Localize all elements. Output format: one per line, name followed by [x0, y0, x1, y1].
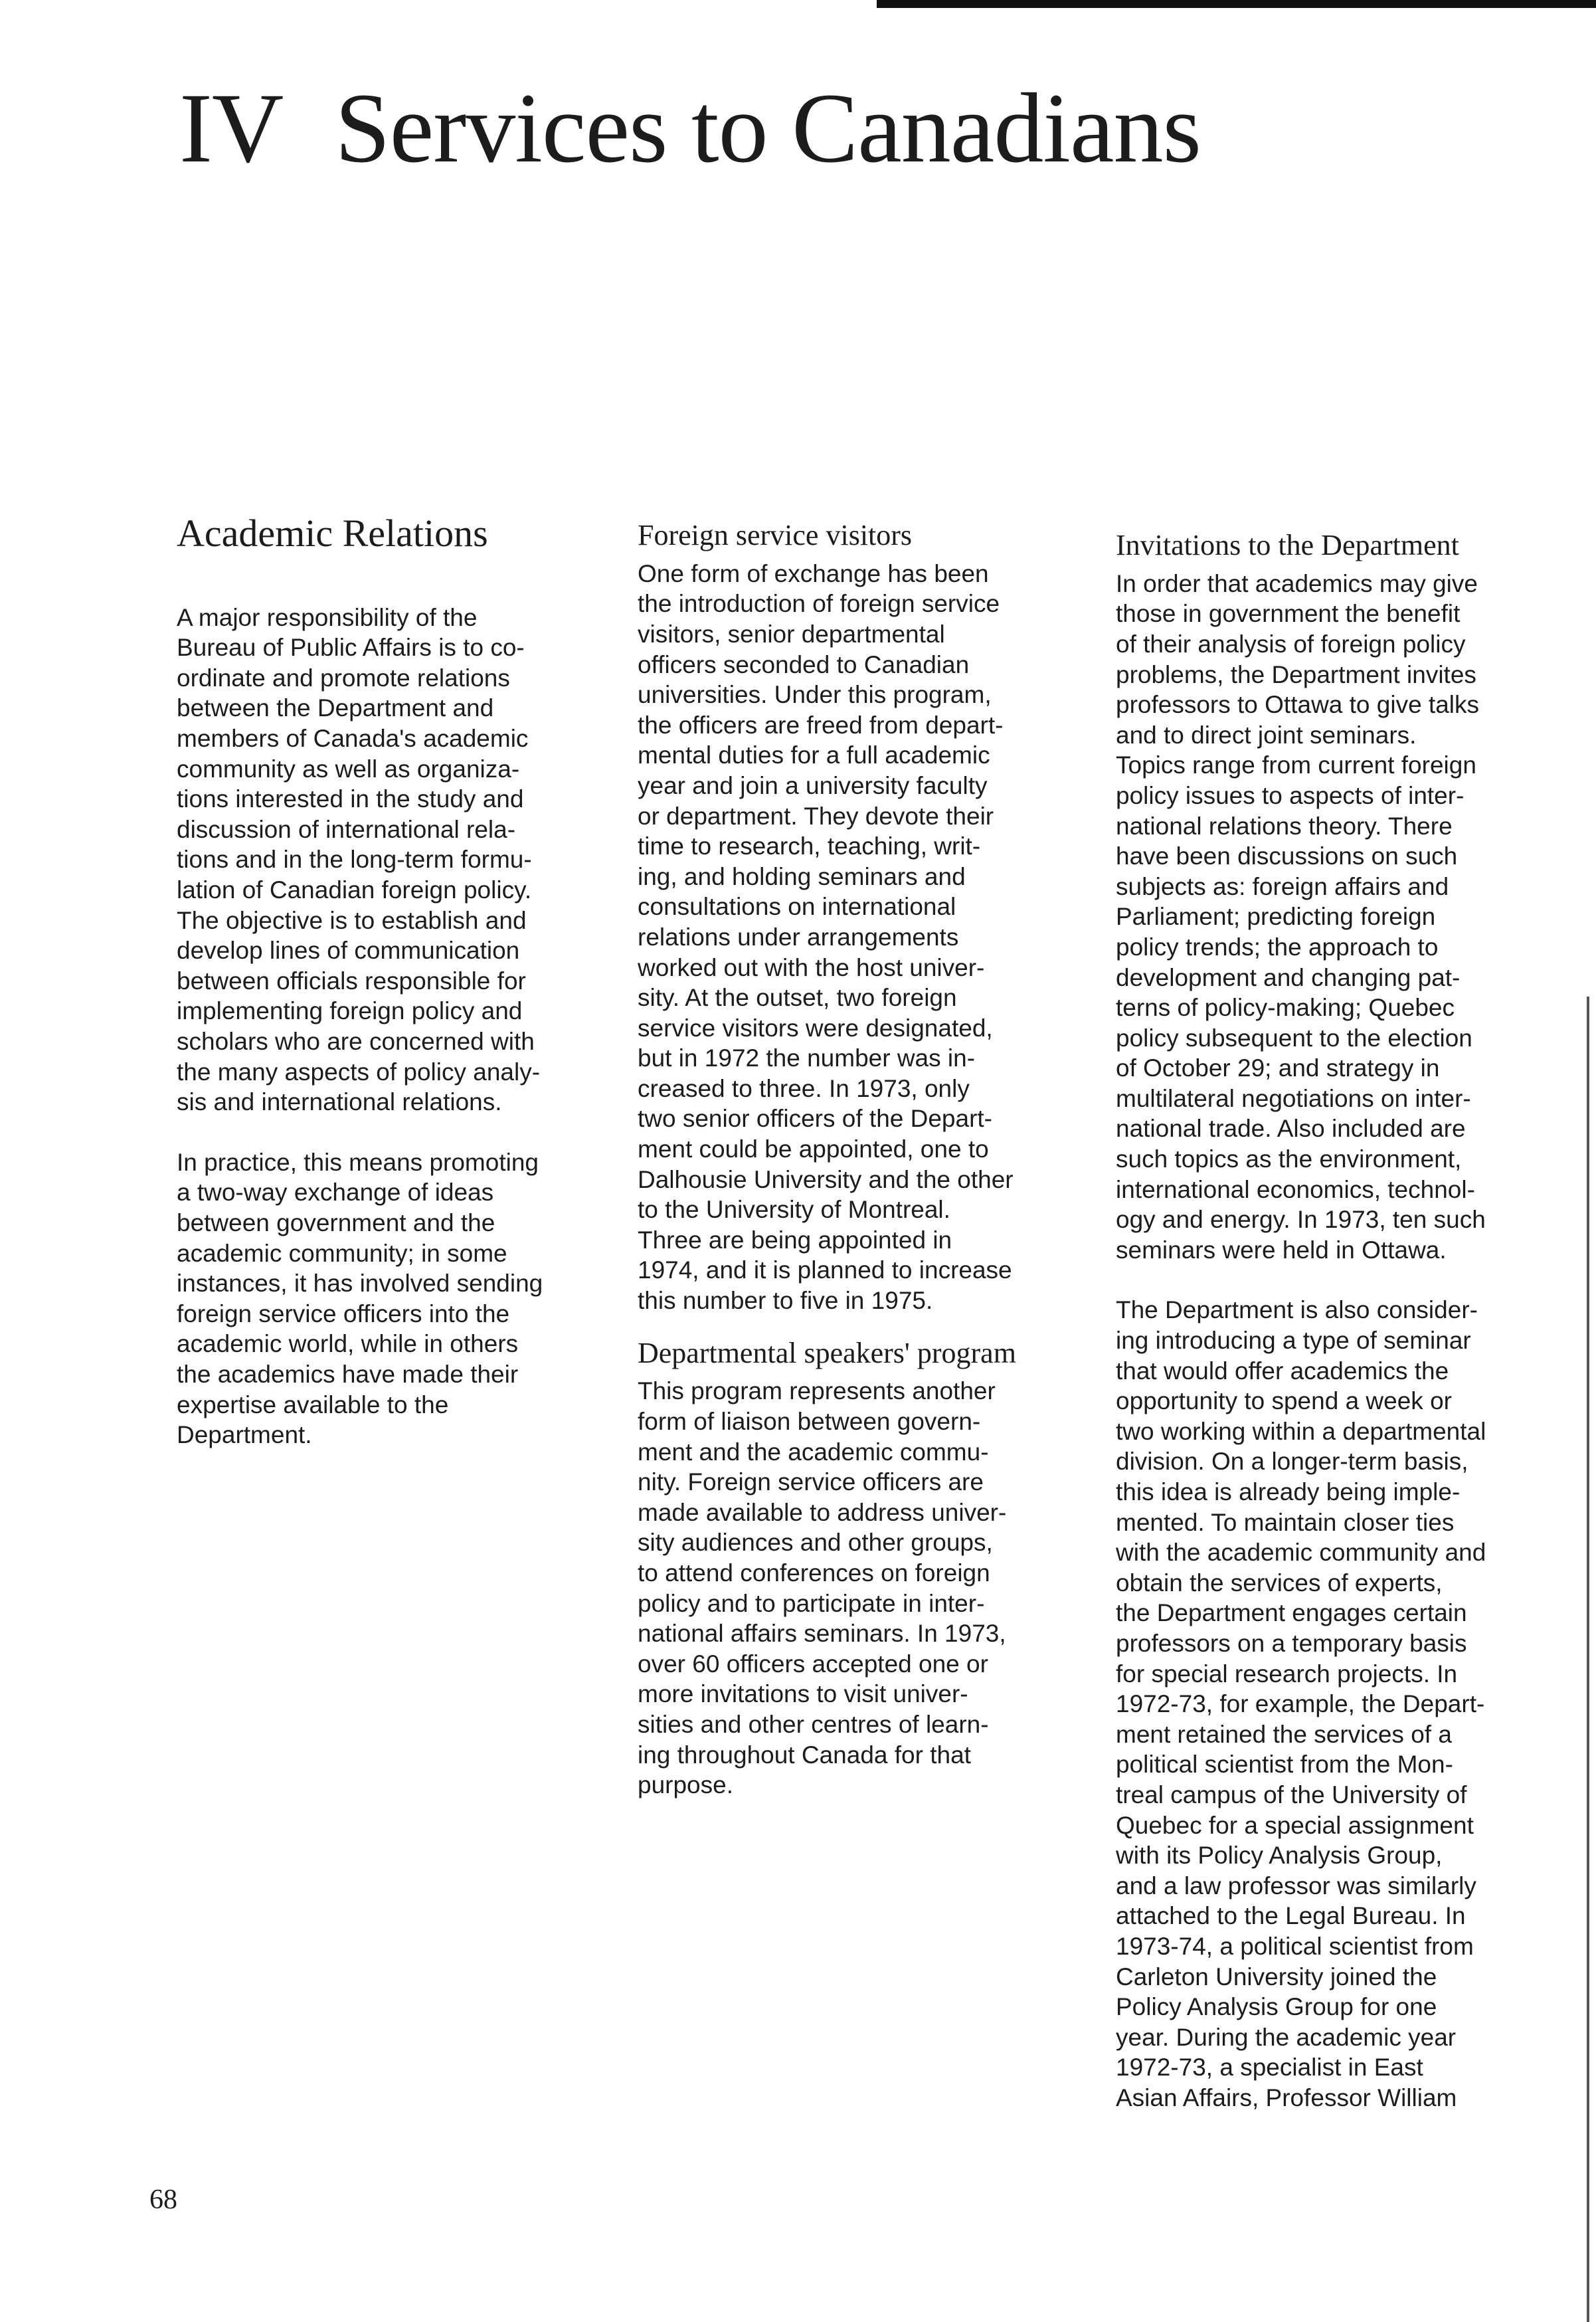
page-number: 68 — [149, 2184, 177, 2215]
subheading-speakers-program: Departmental speakers' program — [638, 1336, 1016, 1369]
paragraph: The Department is also consider- ing introducing a type of seminar that would offer academics the opportunity to spend a week or two working within a departmental division. On a longer-term basis, this idea is already being imple- mented. To maintain closer ties with the academic community and obtain the services of experts, the Department engages certain professors on a temporary basis for special research projects. In 1972-73, for example, the Depart- ment retained the services of a political scientist from the Mon- treal campus of the University of Quebec for a special assignment with its Policy Analysis Group, and a law professor was similarly attached to the Legal Bureau. In 1973-74, a political scientist from Carleton University joined the Policy Analysis Group for one year. During the academic year 1972-73, a specialist in East Asian Affairs, Professor William — [1116, 1296, 1486, 2111]
chapter-numeral: IV — [179, 73, 284, 183]
subheading-invitations: Invitations to the Department — [1116, 529, 1459, 561]
column-foreign-service — [638, 518, 1096, 1800]
column-invitations — [1116, 528, 1574, 2113]
paragraph: A major responsibility of the Bureau of Public Affairs is to co- ordinate and promote relations between the Department and members of Canada's academic community as well as organiza- tions interested in the study and discussion of international rela- tions and in the long-term formu- lation of Canadian foreign policy. The objective is to establish and develop lines of communication between officials responsible for implementing foreign policy and scholars who are concerned with the many aspects of policy analy- sis and international relations. — [177, 603, 541, 1116]
subheading-foreign-service-visitors: Foreign service visitors — [638, 519, 913, 551]
paragraph: This program represents another form of liaison between govern- ment and the academic commu- nity. Foreign service officers are made available to address univer- sity audiences and other groups, to attend conferences on foreign policy and to participate in inter- national affairs seminars. In 1973, over 60 officers accepted one or more invitations to visit univer- sities and other centres of learn- ing throughout Canada for that purpose. — [638, 1377, 1007, 1799]
column-academic-relations — [177, 512, 635, 1450]
paragraph: In practice, this means promoting a two-way exchange of ideas between government and the academic community; in some instances, it has involved sending foreign service officers into the academic world, while in others the academics have made their expertise available to the Department. — [177, 1148, 543, 1449]
section-heading-academic-relations: Academic Relations — [177, 512, 488, 555]
top-rule — [877, 0, 1596, 8]
paragraph: In order that academics may give those in government the benefit of their analysis of foreign policy problems, the Department invites professors to Ottawa to give talks and to direct joint seminars. Topics range from current foreign policy issues to aspects of inter- national relations theory. There have been discussions on such subjects as: foreign affairs and Parliament; predicting foreign policy trends; the approach to development and changing pat- terns of policy-making; Quebec policy subsequent to the election of October 29; and strategy in multilateral negotiations on inter- national trade. Also included are such topics as the environment, international economics, technol- ogy and energy. In 1973, ten such seminars were held in Ottawa. — [1116, 569, 1486, 1264]
chapter-title-text: Services to Canadians — [335, 73, 1201, 183]
paragraph: One form of exchange has been the introduction of foreign service visitors, senior departmental officers seconded to Canadian universities. Under this program, the officers are freed from depart- mental duties for a full academic year and join a university faculty or department. They devote their time to research, teaching, writ- ing, and holding seminars and consultations on international relations under arrangements worked out with the host univer- sity. At the outset, two foreign service visitors were designated, but in 1972 the number was in- creased to three. In 1973, only two senior officers of the Depart- ment could be appointed, one to Dalhousie University and the other to the University of Montreal. Three are being appointed in 1974, and it is planned to increase this number to five in 1975. — [638, 559, 1014, 1315]
chapter-title — [179, 73, 1201, 183]
page-edge-shadow — [1587, 997, 1589, 2322]
